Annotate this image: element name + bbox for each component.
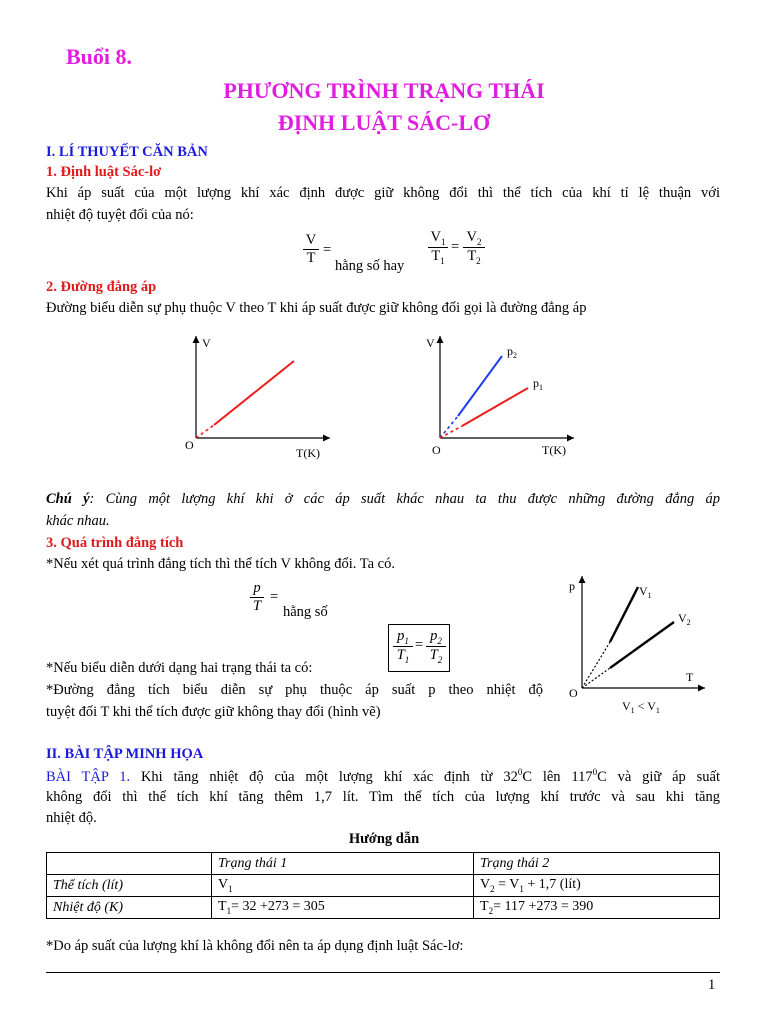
section3-text-line1: *Nếu xét quá trình đẳng tích thì thể tích V không đổi. Ta có. xyxy=(46,556,395,572)
graph1-y-label: V xyxy=(202,336,211,350)
table-header-row xyxy=(47,853,720,875)
graph2-p1-dashed xyxy=(440,426,462,438)
section1-text-line2: nhiệt độ tuyệt đối của nó: xyxy=(46,207,194,223)
note-line1: Chú ý: Cùng một lượng khí khi ở các áp suất khác nhau ta thu được những đường đẳng áp xyxy=(46,491,720,507)
formula-v2-over-t2: $\frac{V_2}{T_2}$ xyxy=(463,229,485,266)
section3-text-line3: *Đường đẳng tích biểu diễn sự phụ thuộc áp suất p theo nhiệt độ xyxy=(46,682,543,698)
section1-title: 1. Định luật Sác-lơ xyxy=(46,164,162,180)
graph2-y-label: V xyxy=(426,336,435,350)
table-header-cell xyxy=(47,853,212,875)
graph3-y-label: p xyxy=(569,579,575,593)
graph2-p1-label: $p_1$ xyxy=(533,376,543,392)
graph2-p1-line xyxy=(462,388,528,426)
graph2-x-label: T(K) xyxy=(542,443,566,457)
table-header-cell: Trạng thái 2 xyxy=(474,853,720,875)
graph1-x-label: T(K) xyxy=(296,446,320,460)
graph3-v2-label: $V_2$ xyxy=(678,611,691,627)
formula3-equals: = xyxy=(270,589,279,605)
section2-text: Đường biểu diễn sự phụ thuộc V theo T khi áp suất được giữ không đổi gọi là đường đẳng áp xyxy=(46,300,587,316)
page-number: 1 xyxy=(708,977,716,993)
graph1-isobar-line xyxy=(214,361,294,425)
section2-title: 2. Đường đẳng áp xyxy=(46,279,157,295)
formula-constant-text: hằng số hay xyxy=(335,258,405,274)
note-line2: khác nhau. xyxy=(46,513,110,529)
formula2-equals: = xyxy=(451,239,460,255)
section1-text-line1: Khi áp suất của một lượng khí xác định được giữ không đổi thì thể tích của khí tỉ lệ thuận với xyxy=(46,185,720,201)
footer-divider xyxy=(46,972,720,973)
table-cell: Nhiệt độ (K) xyxy=(47,897,212,919)
table-cell: $V_2 = V_1 + 1,7$ (lít) xyxy=(474,875,720,897)
section3-text-line2: *Nếu biểu diễn dưới dạng hai trạng thái ta có: xyxy=(46,660,313,676)
isobar-graph-two-pressures xyxy=(414,330,584,465)
graph3-v2-dotted xyxy=(582,668,610,688)
guide-heading: Hướng dẫn xyxy=(348,831,420,847)
table-cell: $V_1$ xyxy=(212,875,474,897)
exercise1-line3: nhiệt độ. xyxy=(46,810,97,826)
exercise1-line2: không đổi thì thể tích khí tăng thêm 1,7 lít. Tìm thể tích của lượng khí trước và sau khi tăng xyxy=(46,789,720,805)
formula-boxed-p1t1-p2t2 xyxy=(388,624,450,672)
isochore-graph xyxy=(560,570,730,720)
graph3-x-label: T xyxy=(686,670,694,684)
graph3-origin: O xyxy=(569,686,578,700)
formula4-equals: = xyxy=(415,637,424,653)
formula-p2-over-t2: $\frac{p_2}{T_2}$ xyxy=(426,628,446,665)
graph3-v1-dotted xyxy=(582,642,610,688)
session-label: Buổi 8. xyxy=(66,44,133,69)
formula3-constant-text: hằng số xyxy=(283,604,328,620)
title-line1: PHƯƠNG TRÌNH TRẠNG THÁI xyxy=(223,78,545,103)
graph2-p2-label: $p_2$ xyxy=(507,344,517,360)
formula-p-over-t: $\frac{p}{T}$ xyxy=(250,580,264,615)
table-header-cell: Trạng thái 1 xyxy=(212,853,474,875)
state-table xyxy=(46,852,720,919)
table-cell: Thể tích (lít) xyxy=(47,875,212,897)
graph3-v1-label: $V_1$ xyxy=(639,584,652,600)
graph2-origin: O xyxy=(432,443,441,457)
graph1-dashed-extension xyxy=(196,425,214,438)
isobar-graph-single xyxy=(170,330,340,465)
graph3-v2-line xyxy=(610,622,674,668)
table-row xyxy=(47,875,720,897)
table-row xyxy=(47,897,720,919)
table-cell: $T_2= 117 +273 = 390$ xyxy=(474,897,720,919)
graph1-origin: O xyxy=(185,438,194,452)
formula-v-over-t: $\frac{V}{T}$ xyxy=(303,232,319,267)
formula-p1-over-t1: $\frac{p_1}{T_1}$ xyxy=(393,628,413,665)
section3-title: 3. Quá trình đẳng tích xyxy=(46,535,184,551)
theory-heading: I. LÍ THUYẾT CĂN BẢN xyxy=(46,144,208,160)
table-cell: $T_1= 32 +273 = 305$ xyxy=(212,897,474,919)
graph3-caption: $V_1 < V_1$ xyxy=(622,699,660,715)
formula-v1-over-t1: $\frac{V_1}{T_1}$ xyxy=(428,229,448,266)
exercises-heading: II. BÀI TẬP MINH HỌA xyxy=(46,746,204,762)
graph2-p2-dashed xyxy=(440,416,458,438)
graph3-v1-line xyxy=(610,587,638,642)
formula-equals: = xyxy=(323,242,332,258)
section3-text-line4: tuyệt đối T khi thể tích được giữ không thay đổi (hình vẽ) xyxy=(46,704,381,720)
exercise1-line1: BÀI TẬP 1. Khi tăng nhiệt độ của một lượng khí xác định từ $32^0C$ lên $117^0C$ và giữ áp suất xyxy=(46,767,720,785)
title-line2: ĐỊNH LUẬT SÁC-LƠ xyxy=(277,110,491,135)
final-text-line: *Do áp suất của lượng khí là không đổi nên ta áp dụng định luật Sác-lơ: xyxy=(46,938,464,954)
